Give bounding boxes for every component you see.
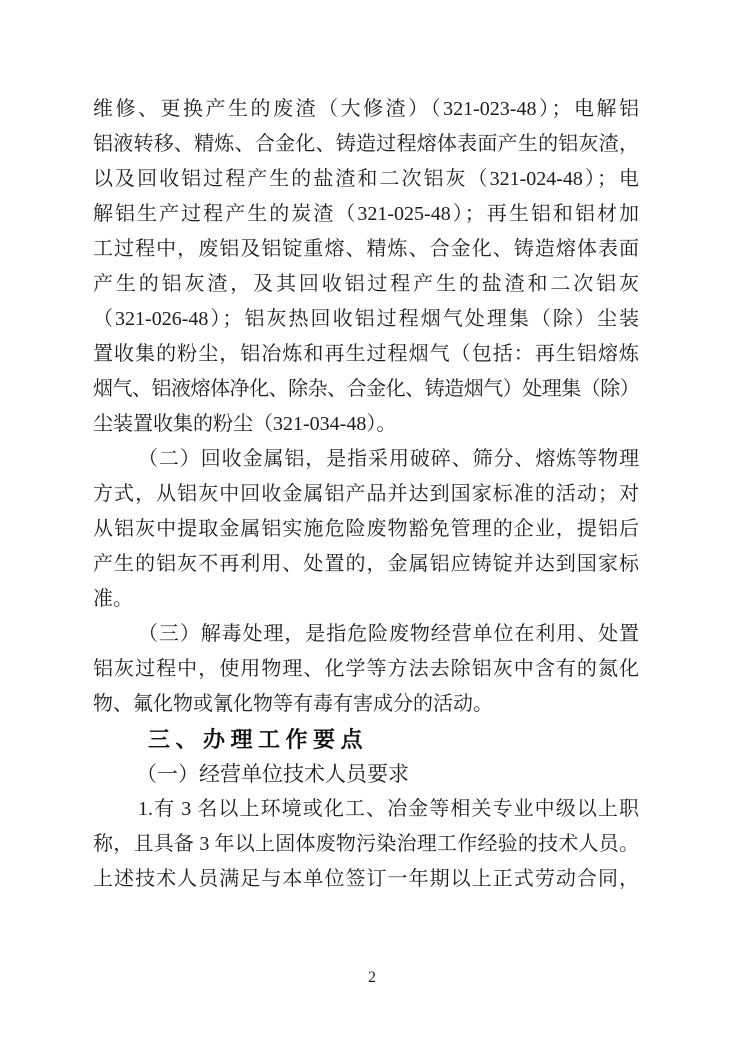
text-line: 准。 [93, 588, 133, 610]
text-line: 解铝生产过程产生的炭渣（321-025-48）；再生铝和铝材加 [93, 203, 639, 225]
text-line: 产生的铝灰渣，及其回收铝过程产生的盐渣和二次铝灰 [93, 273, 639, 295]
paragraph-technical-staff [93, 792, 639, 897]
subsection-heading: （一）经营单位技术人员要求 [136, 762, 409, 786]
text-line: （三）解毒处理，是指危险废物经营单位在利用、处置 [138, 623, 639, 645]
text-line: 从铝灰中提取金属铝实施危险废物豁免管理的企业，提铝后 [93, 518, 639, 540]
text-line: 称，且具备 3 年以上固体废物污染治理工作经验的技术人员。 [93, 833, 639, 855]
text-line: （二）回收金属铝，是指采用破碎、筛分、熔炼等物理 [138, 448, 639, 470]
section-heading: 三、办理工作要点 [148, 727, 369, 752]
text-line: 以及回收铝过程产生的盐渣和二次铝灰（321-024-48）；电 [93, 168, 639, 190]
page-body [93, 92, 639, 897]
page-number: 2 [368, 969, 376, 986]
text-line: 方式，从铝灰中回收金属铝产品并达到国家标准的活动；对 [93, 483, 639, 505]
text-line: 1.有 3 名以上环境或化工、冶金等相关专业中级以上职 [138, 798, 639, 820]
text-line: 物、氟化物或氰化物等有毒有害成分的活动。 [93, 693, 493, 715]
text-line: 尘装置收集的粉尘（321-034-48）。 [93, 413, 397, 435]
text-line: 铝灰过程中，使用物理、化学等方法去除铝灰中含有的氮化 [93, 658, 639, 680]
text-line: （321-026-48）；铝灰热回收铝过程烟气处理集（除）尘装 [93, 308, 639, 330]
text-line: 维修、更换产生的废渣（大修渣）（321-023-48）；电解铝 [93, 98, 639, 120]
text-line: 烟气、铝液熔体净化、除杂、合金化、铸造烟气）处理集（除） [93, 378, 639, 400]
paragraph-waste-codes [93, 92, 639, 442]
text-line: 置收集的粉尘，铝冶炼和再生过程烟气（包括：再生铝熔炼 [93, 343, 639, 365]
paragraph-metal-recovery-definition [93, 442, 639, 617]
text-line: 上述技术人员满足与本单位签订一年期以上正式劳动合同， [93, 868, 639, 890]
paragraph-detox-definition [93, 617, 639, 722]
text-line: 工过程中，废铝及铝锭重熔、精炼、合金化、铸造熔体表面 [93, 238, 639, 260]
text-line: 产生的铝灰不再利用、处置的，金属铝应铸锭并达到国家标 [93, 553, 639, 575]
text-line: 铝液转移、精炼、合金化、铸造过程熔体表面产生的铝灰渣， [93, 133, 639, 155]
